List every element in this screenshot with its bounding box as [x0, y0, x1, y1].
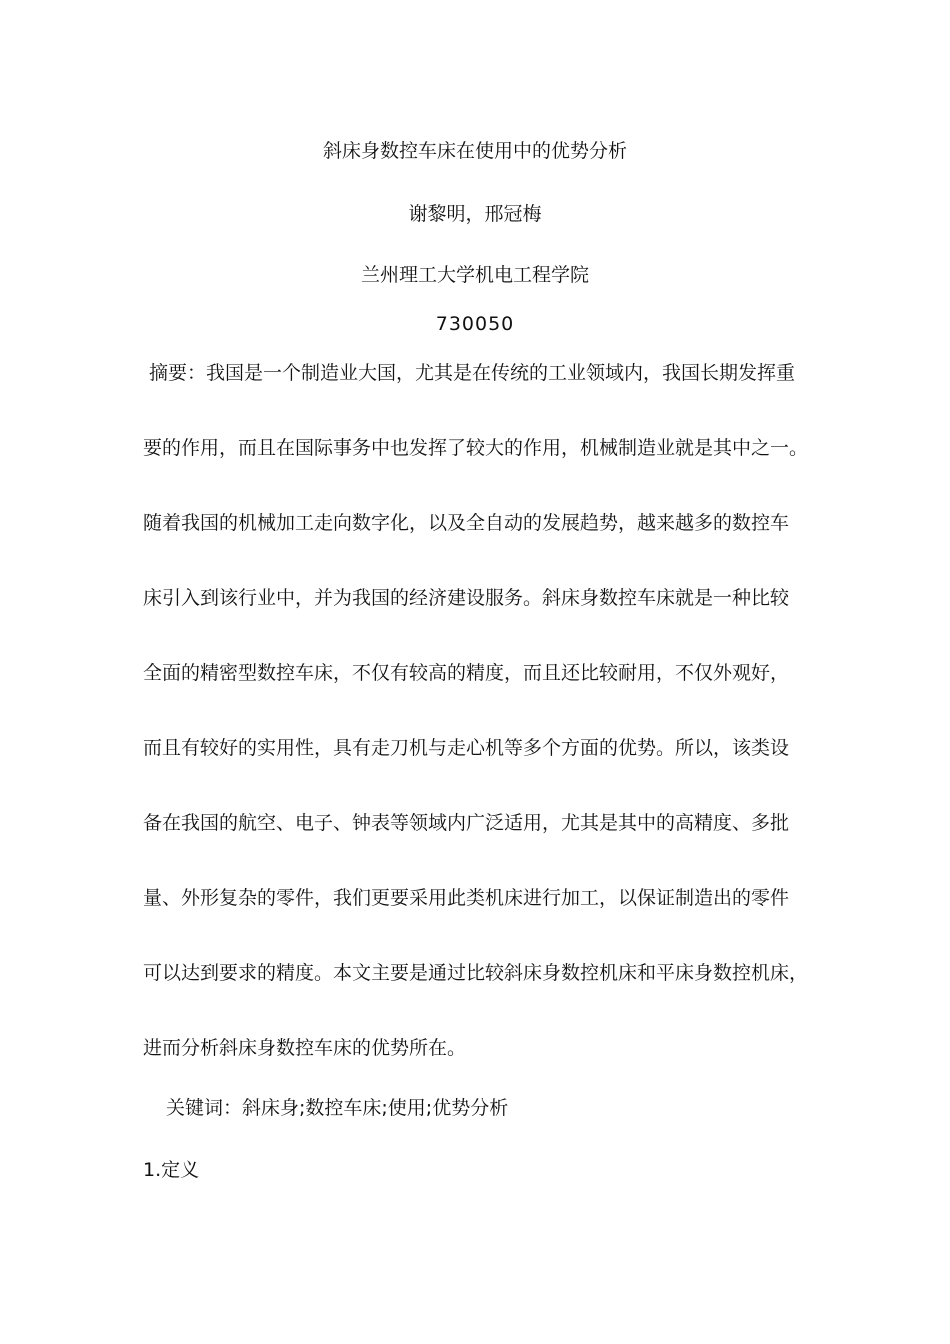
paper-title: 斜床身数控车床在使用中的优势分析 — [322, 140, 627, 162]
paper-postcode: 730050 — [435, 313, 515, 335]
abstract-line: 床引入到该行业中，并为我国的经济建设服务。斜床身数控车床就是一种比较 — [143, 587, 790, 609]
abstract-line: 而且有较好的实用性，具有走刀机与走心机等多个方面的优势。所以，该类设 — [143, 737, 790, 759]
abstract-line: 量、外形复杂的零件，我们更要采用此类机床进行加工，以保证制造出的零件 — [143, 887, 790, 909]
paper-authors: 谢黎明，邢冠梅 — [408, 203, 542, 225]
abstract — [143, 361, 815, 1111]
abstract-line: 全面的精密型数控车床，不仅有较高的精度，而且还比较耐用，不仅外观好， — [143, 662, 790, 684]
abstract-line: 摘要：我国是一个制造业大国，尤其是在传统的工业领域内，我国长期发挥重 — [149, 362, 796, 384]
abstract-line: 随着我国的机械加工走向数字化，以及全自动的发展趋势，越来越多的数控车 — [143, 512, 790, 534]
abstract-line: 备在我国的航空、电子、钟表等领域内广泛适用，尤其是其中的高精度、多批 — [143, 812, 790, 834]
abstract-line: 可以达到要求的精度。本文主要是通过比较斜床身数控机床和平床身数控机床， — [143, 962, 809, 984]
keywords: 关键词：斜床身;数控车床;使用;优势分析 — [166, 1097, 509, 1119]
paper-affiliation: 兰州理工大学机电工程学院 — [360, 264, 589, 286]
abstract-line: 进而分析斜床身数控车床的优势所在。 — [143, 1037, 467, 1059]
abstract-line: 要的作用，而且在国际事务中也发挥了较大的作用，机械制造业就是其中之一。 — [143, 437, 809, 459]
section-heading: 1.定义 — [143, 1159, 200, 1181]
